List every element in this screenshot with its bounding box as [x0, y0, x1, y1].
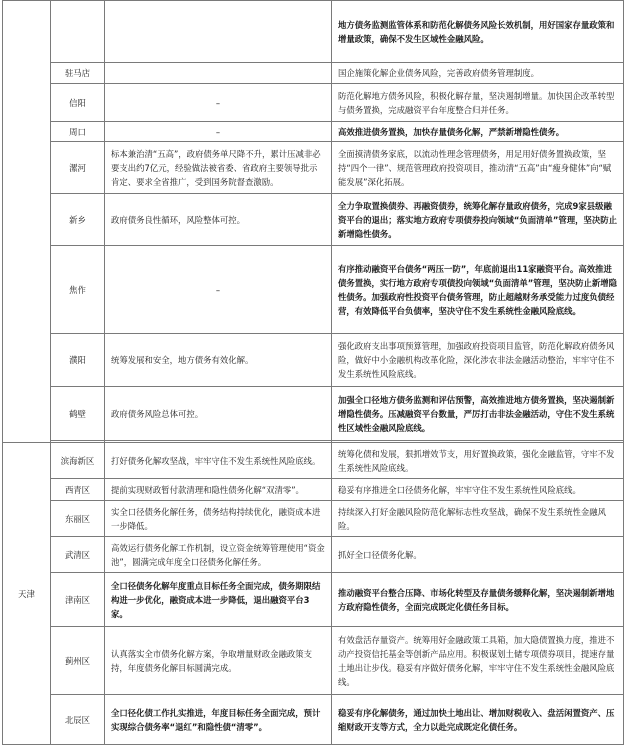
plan-cell: 高效推进债务置换，加快存量债务化解，严禁新增隐性债务。 [332, 122, 624, 142]
past-results-cell: 全口径债务化解年度重点目标任务全面完成，债务期限结构进一步优化，融资成本进一步降低，退出融资平台3家。 [105, 573, 332, 627]
city-cell: 西青区 [51, 479, 105, 501]
city-cell: 武清区 [51, 537, 105, 573]
city-cell: 北辰区 [51, 695, 105, 745]
city-cell: 东丽区 [51, 501, 105, 537]
table-row [3, 573, 624, 627]
past-results-cell: – [105, 246, 332, 334]
province-cell [3, 1, 51, 443]
plan-cell: 加强全口径地方债务监测和评估预警，高效推进地方债务置换，坚决遏制新增隐性债务。压减融资平台数量，严厉打击非法金融活动，守住不发生系统性区域性金融风险底线。 [332, 387, 624, 441]
plan-cell: 全力争取置换债券、再融资债券，统筹化解存量政府债务，完成9家县级融资平台的退出；落实地方政府专项债券投向领域“负面清单”管理，坚决防止新增隐性债务。 [332, 194, 624, 246]
city-cell: 信阳 [51, 84, 105, 122]
past-results-cell: 高效运行债务化解工作机制，设立资金统筹管理使用“资金池”，圆满完成年度全口径债务化解任务。 [105, 537, 332, 573]
past-results-cell: 全口径化债工作扎实推进，年度目标任务全面完成，预计实现综合债务率“退红”和隐性债“清零”。 [105, 695, 332, 745]
city-cell [51, 1, 105, 63]
past-results-cell: 打好债务化解攻坚战，牢牢守住不发生系统性风险底线。 [105, 443, 332, 479]
city-cell: 焦作 [51, 246, 105, 334]
table-row [3, 501, 624, 537]
table-row [3, 194, 624, 246]
past-results-cell: 认真落实全市债务化解方案，争取增量财政金融政策支持，年度债务化解目标圆满完成。 [105, 627, 332, 695]
plan-cell: 全面摸清债务家底，以流动性理念管理债务，用足用好债务置换政策，坚持“四个一律”、规范管理政府投资项目，推动清“五高”由“瘦身健体”向“赋能发展”深化拓展。 [332, 142, 624, 194]
plan-cell: 国企施策化解企业债务风险，完善政府债务管理制度。 [332, 63, 624, 84]
city-cell: 鹤壁 [51, 387, 105, 441]
table-row [3, 627, 624, 695]
city-cell: 濮阳 [51, 334, 105, 387]
past-results-cell: 政府债务风险总体可控。 [105, 387, 332, 441]
table-row [3, 537, 624, 573]
plan-cell: 有序推动融资平台债务“两压一防”，年底前退出11家融资平台。高效推进债务置换，实行地方政府专项债投向领域“负面清单”管理，坚决防止新增隐性债务。加强政府性投资平台债务管理，防止超越财务承受能力过度负债经营，有效降低平台负债率，坚决守住不发生系统性金融风险底线。 [332, 246, 624, 334]
past-results-cell: 实全口径债务化解任务，债务结构持续优化，融资成本进一步降低。 [105, 501, 332, 537]
past-results-cell: 提前实现财政暂付款清理和隐性债务化解“双清零”。 [105, 479, 332, 501]
city-cell: 漯河 [51, 142, 105, 194]
table-row [3, 63, 624, 84]
plan-cell: 防范化解地方债务风险，积极化解存量，坚决遏制增量。加快国企改革转型与债务置换，完成融资平台年度整合归并任务。 [332, 84, 624, 122]
plan-cell: 稳妥有序推进全口径债务化解，牢牢守住不发生系统性风险底线。 [332, 479, 624, 501]
table-row [3, 695, 624, 745]
city-cell: 津南区 [51, 573, 105, 627]
plan-cell: 推动融资平台整合压降、市场化转型及存量债务缓释化解，坚决遏制新增地方政府隐性债务，全面完成既定化债任务目标。 [332, 573, 624, 627]
plan-cell: 有效盘活存量资产。统筹用好金融政策工具箱，加大隐债置换力度，推进不动产投资信托基金等创新产品应用。积极谋划土储专项债券项目，提速存量土地出让步伐。稳妥有序做好债务化解，牢牢守住不发生系统性金融风险底线。 [332, 627, 624, 695]
plan-cell: 地方债务监测监管体系和防范化解债务风险长效机制，用好国家存量政策和增量政策，确保不发生区域性金融风险。 [332, 1, 624, 63]
city-cell: 新乡 [51, 194, 105, 246]
table-row [3, 122, 624, 142]
plan-cell: 统筹化债和发展，狠抓增效节支，用好置换政策，强化金融监管，守牢不发生系统性风险底线。 [332, 443, 624, 479]
past-results-cell: – [105, 122, 332, 142]
city-cell: 蓟州区 [51, 627, 105, 695]
past-results-cell [105, 63, 332, 84]
province-cell: 天津 [3, 443, 51, 745]
table-row [3, 1, 624, 63]
plan-cell: 稳妥有序化解债务，通过加快土地出让、增加财税收入、盘活闲置资产、压缩财政开支等方式，全力以赴完成既定化债任务。 [332, 695, 624, 745]
past-results-cell: – [105, 84, 332, 122]
city-cell: 周口 [51, 122, 105, 142]
past-results-cell: 统筹发展和安全，地方债务有效化解。 [105, 334, 332, 387]
table-row [3, 443, 624, 479]
policy-table [2, 0, 624, 745]
plan-cell: 抓好全口径债务化解。 [332, 537, 624, 573]
city-cell: 驻马店 [51, 63, 105, 84]
past-results-cell: 政府债务良性循环，风险整体可控。 [105, 194, 332, 246]
city-cell: 滨海新区 [51, 443, 105, 479]
past-results-cell [105, 1, 332, 63]
table-row [3, 246, 624, 334]
plan-cell: 强化政府支出事项预算管理，加强政府投资项目监管，防范化解政府债务风险，做好中小金融机构改革化险，深化涉农非法金融活动整治，牢牢守住不发生系统性风险底线。 [332, 334, 624, 387]
plan-cell: 持续深入打好金融风险防范化解标志性攻坚战，确保不发生系统性金融风险。 [332, 501, 624, 537]
table-row [3, 84, 624, 122]
table-row [3, 334, 624, 387]
table-row [3, 142, 624, 194]
table-row [3, 479, 624, 501]
past-results-cell: 标本兼治清“五高”，政府债务单尺降不升，累计压减非必要支出约7亿元，经验做法被省委、省政府主要领导批示肯定、要求全省推广，受到国务院督查激励。 [105, 142, 332, 194]
table-row [3, 387, 624, 441]
